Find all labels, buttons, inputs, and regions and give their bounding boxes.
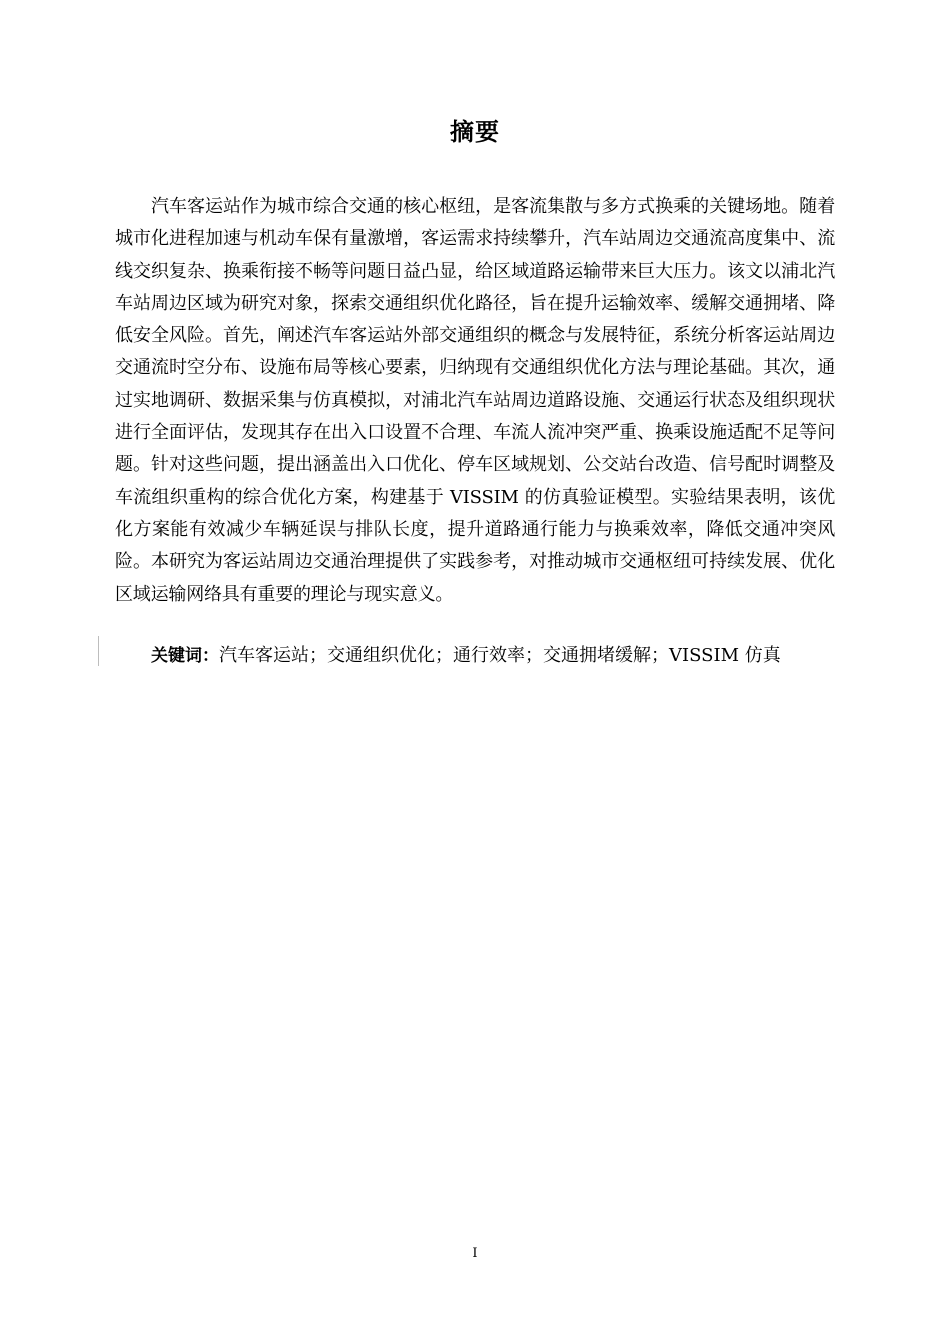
page-number: I [472,1246,478,1261]
keywords-value: 汽车客运站；交通组织优化；通行效率；交通拥堵缓解；VISSIM 仿真 [219,645,781,666]
margin-marker [98,636,99,666]
keywords-line [151,640,851,672]
keywords-label: 关键词： [151,646,219,666]
abstract-body: 汽车客运站作为城市综合交通的核心枢纽，是客流集散与多方式换乘的关键场地。随着城市化进程加速与机动车保有量激增，客运需求持续攀升，汽车站周边交通流高度集中、流线交织复杂、换乘衔接不畅等问题日益凸显，给区域道路运输带来巨大压力。该文以浦北汽车站周边区域为研究对象，探索交通组织优化路径，旨在提升运输效率、缓解交通拥堵、降低安全风险。首先，阐述汽车客运站外部交通组织的概念与发展特征，系统分析客运站周边交通流时空分布、设施布局等核心要素，归纳现有交通组织优化方法与理论基础。其次，通过实地调研、数据采集与仿真模拟，对浦北汽车站周边道路设施、交通运行状态及组织现状进行全面评估，发现其存在出入口设置不合理、车流人流冲突严重、换乘设施适配不足等问题。针对这些问题，提出涵盖出入口优化、停车区域规划、公交站台改造、信号配时调整及车流组织重构的综合优化方案，构建基于 VISSIM 的仿真验证模型。实验结果表明，该优化方案能有效减少车辆延误与排队长度，提升道路通行能力与换乘效率，降低交通冲突风险。本研究为客运站周边交通治理提供了实践参考，对推动城市交通枢纽可持续发展、优化区域运输网络具有重要的理论与现实意义。 [115,196,835,605]
abstract-title: 摘要 [450,118,500,146]
